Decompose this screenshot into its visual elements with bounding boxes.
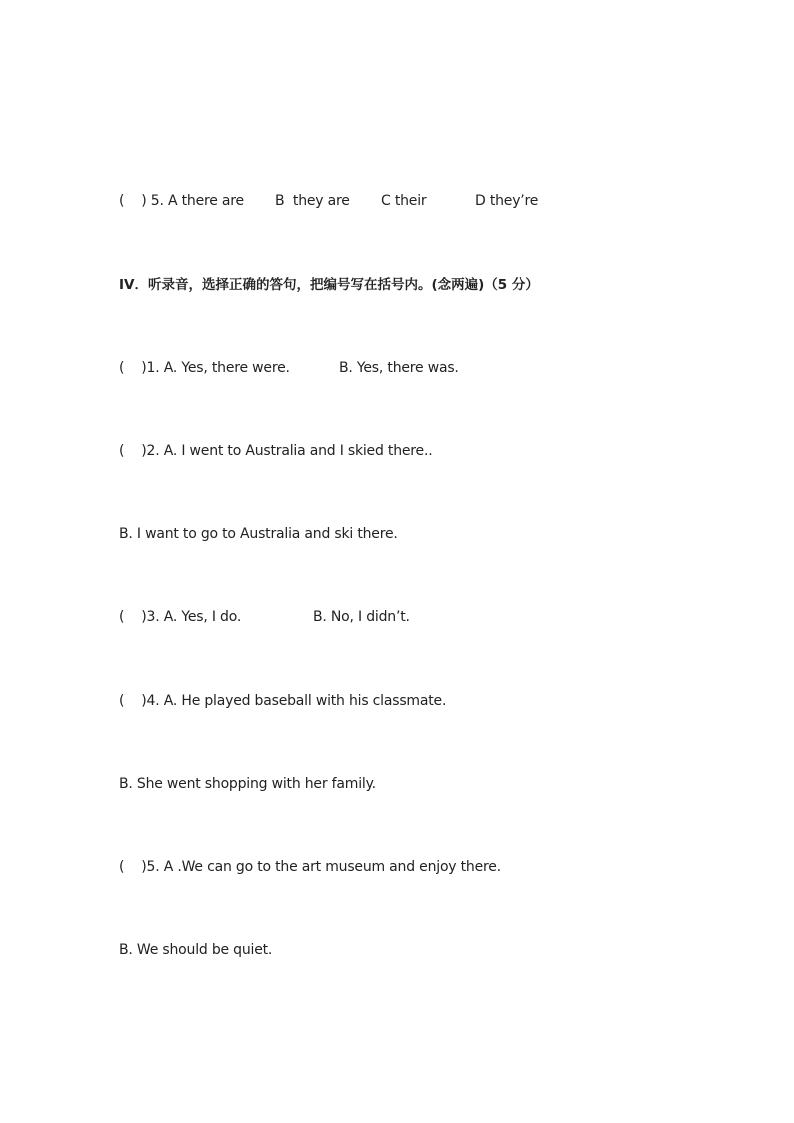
section-4-q4-option-a: ( )4. A. He played baseball with his classmate. bbox=[119, 693, 447, 709]
q3-option-b: B. No, I didn’t. bbox=[313, 609, 410, 625]
question-5-option-b: B they are bbox=[275, 193, 350, 209]
q1-option-a: ( )1. A. Yes, there were. bbox=[119, 360, 290, 376]
question-5-option-c: C their bbox=[381, 193, 427, 209]
section-4-q3-row bbox=[119, 608, 410, 662]
section-4-heading: IV．听录音，选择正确的答句，把编号写在括号内。(念两遍)（5 分） bbox=[119, 277, 539, 293]
q3-option-a: ( )3. A. Yes, I do. bbox=[119, 609, 242, 625]
section-4-q4-option-b: B. She went shopping with her family. bbox=[119, 776, 376, 792]
question-5-row bbox=[119, 192, 539, 282]
section-4-q2-option-b: B. I want to go to Australia and ski there. bbox=[119, 526, 398, 542]
q1-option-b: B. Yes, there was. bbox=[339, 360, 459, 376]
section-4-q5-option-b: B. We should be quiet. bbox=[119, 942, 273, 958]
section-4-q5-option-a: ( )5. A .We can go to the art museum and enjoy there. bbox=[119, 859, 501, 875]
question-5-option-d: D they’re bbox=[475, 193, 539, 209]
section-4-q2-option-a: ( )2. A. I went to Australia and I skied there.. bbox=[119, 443, 433, 459]
section-4-q1-row bbox=[119, 359, 459, 413]
question-5-option-a: ( ) 5. A there are bbox=[119, 193, 244, 209]
